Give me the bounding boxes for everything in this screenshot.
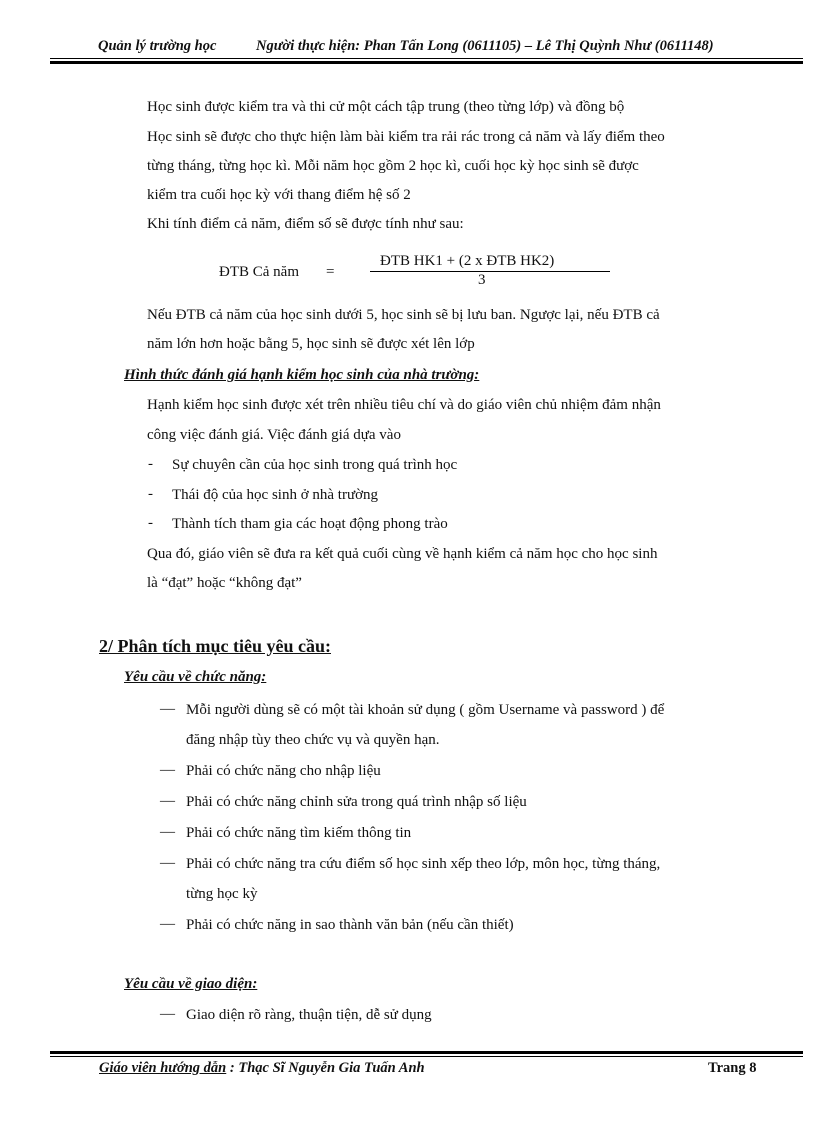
dash-marker: — bbox=[160, 1006, 175, 1022]
list-item: Phải có chức năng tra cứu điểm số học sinh xếp theo lớp, môn học, từng tháng, bbox=[186, 856, 661, 872]
paragraph-line: công việc đánh giá. Việc đánh giá dựa vào bbox=[147, 427, 401, 443]
conduct-heading: Hình thức đánh giá hạnh kiểm học sinh của nhà trường: bbox=[124, 367, 480, 383]
ui-requirements-heading: Yêu cầu về giao diện: bbox=[124, 976, 258, 992]
paragraph-line: kiểm tra cuối học kỳ với thang điểm hệ số 2 bbox=[147, 187, 411, 203]
paragraph-line: năm lớn hơn hoặc bằng 5, học sinh sẽ được xét lên lớp bbox=[147, 336, 475, 352]
list-item: Phải có chức năng tìm kiếm thông tin bbox=[186, 825, 412, 841]
list-item-continuation: đăng nhập tùy theo chức vụ và quyền hạn. bbox=[186, 732, 440, 748]
bullet-marker: - bbox=[148, 456, 153, 472]
paragraph-line: Học sinh sẽ được cho thực hiện làm bài kiểm tra rải rác trong cả năm và lấy điểm theo bbox=[147, 129, 665, 145]
dash-marker: — bbox=[160, 793, 175, 809]
list-item-continuation: từng học kỳ bbox=[186, 886, 258, 902]
paragraph-line: là “đạt” hoặc “không đạt” bbox=[147, 575, 302, 591]
dash-marker: — bbox=[160, 824, 175, 840]
footer-rule-thin bbox=[50, 1056, 803, 1057]
dash-marker: — bbox=[160, 855, 175, 871]
paragraph-line: Qua đó, giáo viên sẽ đưa ra kết quả cuối cùng về hạnh kiểm cả năm học cho học sinh bbox=[147, 546, 658, 562]
footer-advisor-label: Giáo viên hướng dẫn bbox=[99, 1060, 227, 1076]
paragraph-line: Học sinh được kiểm tra và thi cử một cách tập trung (theo từng lớp) và đồng bộ bbox=[147, 99, 625, 115]
list-item: Sự chuyên cần của học sinh trong quá trình học bbox=[172, 457, 458, 473]
header-title: Quản lý trường học bbox=[98, 38, 217, 54]
paragraph-line: Khi tính điểm cả năm, điểm số sẽ được tính như sau: bbox=[147, 216, 464, 232]
list-item: Giao diện rõ ràng, thuận tiện, dễ sử dụng bbox=[186, 1007, 432, 1023]
fraction-bar bbox=[370, 271, 610, 272]
dash-marker: — bbox=[160, 701, 175, 717]
formula-label: ĐTB Cả năm bbox=[219, 264, 299, 280]
formula-denominator: 3 bbox=[478, 272, 486, 288]
paragraph-line: từng tháng, từng học kì. Mỗi năm học gồm 2 học kì, cuối học kỳ học sinh sẽ được bbox=[147, 158, 639, 174]
dash-marker: — bbox=[160, 762, 175, 778]
footer-rule-thick bbox=[50, 1051, 803, 1054]
list-item: Thái độ của học sinh ở nhà trường bbox=[172, 487, 379, 503]
paragraph-line: Hạnh kiểm học sinh được xét trên nhiều tiêu chí và do giáo viên chủ nhiệm đảm nhận bbox=[147, 397, 661, 413]
list-item: Thành tích tham gia các hoạt động phong trào bbox=[172, 516, 448, 532]
page-number: Trang 8 bbox=[708, 1060, 757, 1076]
section-heading: 2/ Phân tích mục tiêu yêu cầu: bbox=[99, 636, 331, 656]
formula-equals: = bbox=[326, 264, 335, 280]
formula-numerator: ĐTB HK1 + (2 x ĐTB HK2) bbox=[380, 253, 555, 269]
bullet-marker: - bbox=[148, 515, 153, 531]
list-item: Phải có chức năng cho nhập liệu bbox=[186, 763, 381, 779]
header-author: Người thực hiện: Phan Tấn Long (0611105) – Lê Thị Quỳnh Như (0611148) bbox=[256, 38, 714, 54]
bullet-marker: - bbox=[148, 486, 153, 502]
list-item: Phải có chức năng in sao thành văn bản (nếu cần thiết) bbox=[186, 917, 514, 933]
header-rule-thick bbox=[50, 61, 803, 64]
functional-requirements-heading: Yêu cầu về chức năng: bbox=[124, 669, 267, 685]
paragraph-line: Nếu ĐTB cả năm của học sinh dưới 5, học sinh sẽ bị lưu ban. Ngược lại, nếu ĐTB cả bbox=[147, 307, 660, 323]
dash-marker: — bbox=[160, 916, 175, 932]
footer-advisor-name: : Thạc Sĩ Nguyễn Gia Tuấn Anh bbox=[226, 1060, 425, 1076]
list-item: Mỗi người dùng sẽ có một tài khoản sử dụng ( gồm Username và password ) để bbox=[186, 702, 665, 718]
header-rule-thin bbox=[50, 58, 803, 59]
list-item: Phải có chức năng chỉnh sửa trong quá trình nhập số liệu bbox=[186, 794, 527, 810]
footer-advisor bbox=[99, 1060, 425, 1077]
